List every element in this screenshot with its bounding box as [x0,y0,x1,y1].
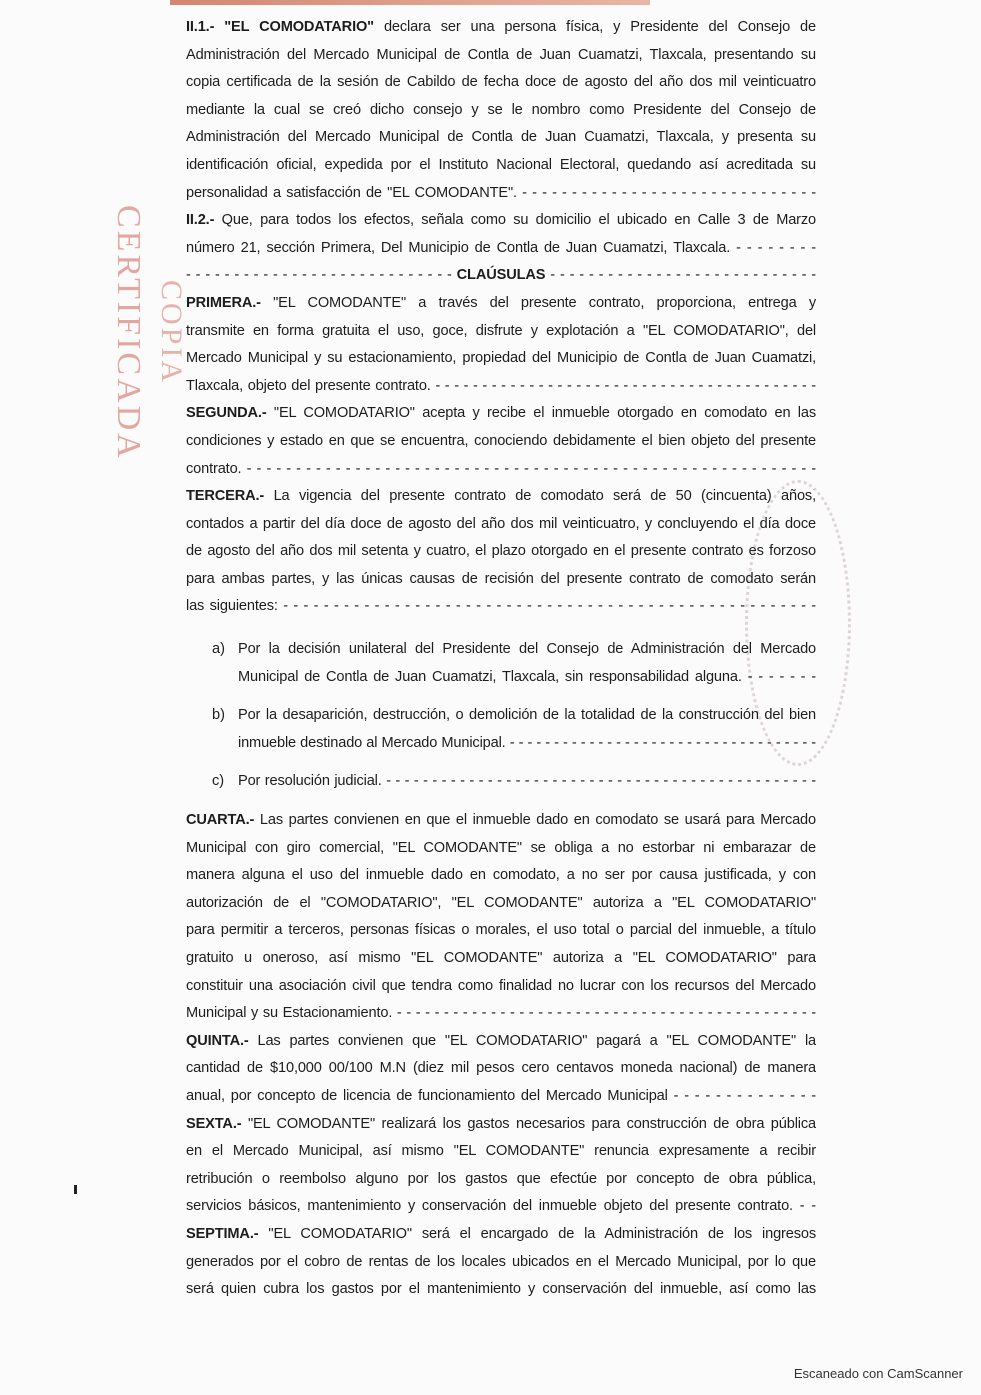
text-line [186,1055,816,1083]
scan-edge-mark [170,0,650,5]
text-line [186,566,816,594]
line-text: Por la decisión unilateral del Presidente del Consejo de Administración del Mercado [238,641,816,658]
line-text: Municipal y su Estacionamiento. - - - - - - - - - - - - - - - - - - - - - - - - - - - - - - - - - - - - - - - - - - - - - [186,1005,816,1022]
line-text: retribución o reembolso alguno por los gastos que efectúe por concepto de obra pública, [186,1170,816,1187]
line-text: mediante la cual se creó dicho consejo y se le nombro como Presidente del Consejo de [186,101,816,118]
line-text: autorización de el "COMODATARIO", "EL COMODANTE" autoriza a "EL COMODATARIO" [186,894,816,911]
text-line [186,152,816,180]
camscanner-footer: Escaneado con CamScanner [793,1366,963,1381]
line-text: copia certificada de la sesión de Cabildo de fecha doce de agosto del año dos mil veinticuatro [186,74,816,91]
line-text: Administración del Mercado Municipal de Contla de Juan Cuamatzi, Tlaxcala, y presenta su [186,129,816,146]
text-line [186,345,816,373]
text-line [238,730,816,758]
line-text: Por resolución judicial. - - - - - - - - - - - - - - - - - - - - - - - - - - - - - - - - - - - - - - - - - - - - - - - [238,773,816,790]
line-text: número 21, sección Primera, Del Municipio de Contla de Juan Cuamatzi, Tlaxcala. - - - - - - - - [186,239,816,256]
line-text: Que, para todos los efectos, señala como su domicilio el ubicado en Calle 3 de Marzo [214,212,816,229]
line-text: de agosto del año dos mil setenta y cuatro, el plazo otorgado en el presente contrato es forzoso [186,543,816,560]
line-text: cantidad de $10,000 00/100 M.N (diez mil pesos cero centavos moneda nacional) de manera [186,1060,816,1077]
list-marker: b) [212,707,225,724]
list-item-body [238,768,816,796]
declarations-section [186,14,816,290]
line-text: "EL COMODATARIO" será el encargado de la Administración de los ingresos [258,1225,816,1242]
line-text: declara ser una persona física, y Presidente del Consejo de [373,19,816,35]
text-line [186,1221,816,1249]
clause-heading: SEXTA.- [186,1115,242,1132]
clause-heading: II.2.- [186,212,215,229]
text-line [186,1138,816,1166]
line-text: Municipal de Contla de Juan Cuamatzi, Tlaxcala, sin responsabilidad alguna. - - - - - - - [238,668,816,685]
line-text: - - - - - - - - - - - - - - - - - - - - - - - - - - - - [186,267,457,284]
text-line [186,235,816,263]
text-line [186,890,816,918]
list-item-body [238,636,816,691]
text-line [186,318,816,346]
line-text: Las partes convienen en que el inmueble dado en comodato se usará para Mercado [254,812,816,829]
text-line [186,400,816,428]
line-text: manera alguna el uso del inmueble dado en comodato, a no ser por causa justificada, y con [186,867,816,884]
clauses-section-1 [186,290,816,621]
text-line [186,511,816,539]
text-line [238,664,816,692]
copia-stamp: COPIA [155,280,188,386]
clause-heading: SEGUNDA.- [186,405,267,422]
text-line [186,1166,816,1194]
line-text: condiciones y estado en que se encuentra, conociendo debidamente el bien objeto del presente [186,432,816,449]
line-text: "EL COMODANTE" realizará los gastos necesarios para construcción de obra pública [241,1115,816,1132]
line-text: Mercado Municipal y su estacionamiento, propiedad del Municipio de Contla de Juan Cuamatzi, [186,350,816,367]
text-line [186,862,816,890]
clause-heading: SEPTIMA.- [186,1225,259,1242]
document-page [186,14,816,1304]
text-line [186,373,816,401]
line-text: las siguientes: - - - - - - - - - - - - - - - - - - - - - - - - - - - - - - - - - - - - - - - - - - - - - - - - - - - - - [186,598,816,615]
line-text: para ambas partes, y las únicas causas de recisión del presente contrato de comodato serán [186,570,816,587]
line-text: transmite en forma gratuita el uso, goce, disfrute y explotación a "EL COMODATARIO", del [186,322,816,339]
text-line [186,456,816,484]
line-text: constituir una asociación civil que tendra como finalidad no lucrar con los recursos del Mercado [186,977,816,994]
text-line [186,807,816,835]
text-line [186,1193,816,1221]
clause-heading: QUINTA.- [186,1032,249,1049]
text-line [186,917,816,945]
rescission-causes-list [186,636,816,796]
certificada-stamp: CERTIFICADA [110,205,147,461]
list-item [186,768,816,796]
line-text: generados por el cobro de rentas de los locales ubicados en el Mercado Municipal, por lo que [186,1253,816,1270]
line-text: contados a partir del día doce de agosto del año dos mil veinticuatro, y concluyendo el día doce [186,515,816,532]
text-line [186,945,816,973]
clause-heading: II.1.- "EL COMODATARIO" [186,19,374,35]
line-text: Administración del Mercado Municipal de Contla de Juan Cuamatzi, Tlaxcala, presentando su [186,46,816,63]
text-line [186,207,816,235]
text-line [186,14,816,42]
line-text: será quien cubra los gastos por el mantenimiento y conservación del inmueble, así como las [186,1281,816,1298]
text-line [186,1083,816,1111]
text-line [186,1111,816,1139]
line-text: - - - - - - - - - - - - - - - - - - - - - - - - - - - - [545,267,816,284]
text-line [186,483,816,511]
line-text: personalidad a satisfacción de "EL COMODANTE". - - - - - - - - - - - - - - - - - - - - - - - - - - - - - - [186,184,816,201]
line-text: identificación oficial, expedida por el Instituto Nacional Electoral, quedando así acreditada su [186,156,816,173]
clauses-section-2 [186,807,816,1304]
line-text: Por la desaparición, destrucción, o demolición de la totalidad de la construcción del bien [238,707,816,724]
clause-heading: CLAÚSULAS [456,267,546,284]
line-text: Las partes convienen que "EL COMODATARIO" pagará a "EL COMODANTE" la [248,1032,816,1049]
text-line [186,262,816,290]
line-text: inmueble destinado al Mercado Municipal. - - - - - - - - - - - - - - - - - - - - - - - - - - - - - - - - - - - [238,734,816,751]
text-line [186,180,816,208]
list-item [186,702,816,757]
text-line [238,636,816,664]
line-text: anual, por concepto de licencia de funcionamiento del Mercado Municipal - - - - - - - - - - - - - - [186,1087,816,1104]
clause-heading: TERCERA.- [186,488,265,505]
line-text: contrato. - - - - - - - - - - - - - - - - - - - - - - - - - - - - - - - - - - - - - - - - - - - - - - - - - - - - - - - - - - [186,460,816,477]
line-text: Municipal con giro comercial, "EL COMODANTE" se obliga a no estorbar ni embarazar de [186,839,816,856]
text-line [186,97,816,125]
line-text: "EL COMODANTE" a través del presente contrato, proporciona, entrega y [260,294,816,311]
text-line [186,290,816,318]
scan-speck [74,1185,77,1194]
text-line [186,538,816,566]
list-marker: c) [212,773,225,790]
text-line [186,835,816,863]
text-line [186,593,816,621]
list-item [186,636,816,691]
clause-heading: CUARTA.- [186,812,255,829]
line-text: gratuito u oneroso, así mismo "EL COMODANTE" autoriza a "EL COMODATARIO" para [186,950,816,966]
text-line [186,1028,816,1056]
clause-heading: PRIMERA.- [186,294,261,311]
line-text: para permitir a terceros, personas físicas o morales, el uso total o parcial del inmueble, a título [186,922,816,939]
text-line [186,1000,816,1028]
text-line [186,1276,816,1304]
line-text: La vigencia del presente contrato de comodato será de 50 (cincuenta) años, [264,488,816,505]
line-text: servicios básicos, mantenimiento y conservación del inmueble objeto del presente contrato. - - [186,1198,816,1215]
text-line [186,973,816,1001]
list-marker: a) [212,641,225,658]
text-line [186,124,816,152]
line-text: en el Mercado Municipal, así mismo "EL COMODANTE" renuncia expresamente a recibir [186,1143,816,1160]
text-line [238,702,816,730]
text-line [186,428,816,456]
text-line [186,1249,816,1277]
line-text: Tlaxcala, objeto del presente contrato. - - - - - - - - - - - - - - - - - - - - - - - - - - - - - - - - - - - - - - - - - [186,377,816,394]
text-line [186,42,816,70]
text-line [186,69,816,97]
list-item-body [238,702,816,757]
line-text: "EL COMODATARIO" acepta y recibe el inmueble otorgado en comodato en las [266,405,816,422]
text-line [238,768,816,796]
